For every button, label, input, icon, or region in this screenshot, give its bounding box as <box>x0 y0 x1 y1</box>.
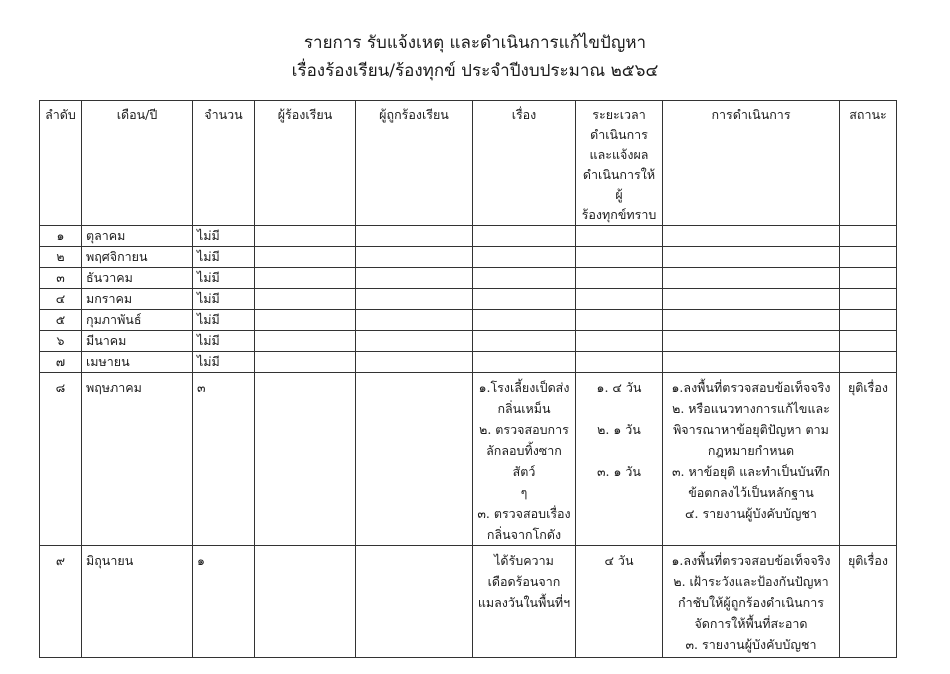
row-count: ๓ <box>193 373 255 546</box>
duration-line: ๑. ๔ วัน <box>596 380 642 395</box>
row-subject <box>473 247 576 268</box>
row-month: มีนาคม <box>82 331 193 352</box>
table-row <box>40 268 897 289</box>
duration-line: ๒. ๑ วัน <box>597 422 641 437</box>
row-status <box>840 268 897 289</box>
duration-line: ๓. ๑ วัน <box>597 464 641 479</box>
row-subject <box>473 373 576 546</box>
row-action <box>663 247 840 268</box>
row-action <box>663 226 840 247</box>
row-count: ไม่มี <box>193 310 255 331</box>
row-status <box>840 310 897 331</box>
table-row <box>40 352 897 373</box>
row-no: ๒ <box>40 247 82 268</box>
row-complainant <box>255 310 356 331</box>
document-title-line1: รายการ รับแจ้งเหตุ และดำเนินการแก้ไขปัญหา <box>303 33 647 53</box>
row-duration <box>576 352 663 373</box>
row-duration <box>576 247 663 268</box>
row-subject <box>473 546 576 658</box>
row-complainant <box>255 289 356 310</box>
subject-line: ๆ <box>520 485 528 500</box>
row-action <box>663 310 840 331</box>
row-respondent <box>356 310 473 331</box>
duration-line <box>580 440 658 461</box>
row-respondent <box>356 268 473 289</box>
row-status <box>840 289 897 310</box>
row-subject <box>473 310 576 331</box>
row-month: กุมภาพันธ์ <box>82 310 193 331</box>
header-row <box>40 101 897 226</box>
header-count: จำนวน <box>193 101 255 226</box>
header-duration <box>576 101 663 226</box>
header-no: ลำดับ <box>40 101 82 226</box>
row-status <box>840 352 897 373</box>
subject-line: ลักลอบทิ้งซากสัตว์ <box>486 443 562 479</box>
row-month: ธันวาคม <box>82 268 193 289</box>
row-complainant <box>255 546 356 658</box>
row-subject <box>473 289 576 310</box>
header-duration-line: ดำเนินการให้ผู้ <box>582 167 656 202</box>
row-respondent <box>356 546 473 658</box>
action-line: ๑.ลงพื้นที่ตรวจสอบข้อเท็จจริง <box>671 553 831 568</box>
action-line: ข้อตกลงไว้เป็นหลักฐาน <box>688 485 814 500</box>
row-count: ไม่มี <box>193 268 255 289</box>
complaint-table <box>39 100 897 658</box>
header-status: สถานะ <box>840 101 897 226</box>
subject-line: ๑.โรงเลี้ยงเป็ดส่ง <box>478 380 570 395</box>
subject-line: แมลงวันในพื้นที่ฯ <box>477 595 571 610</box>
row-subject <box>473 226 576 247</box>
header-duration-line: ร้องทุกข์ทราบ <box>581 207 657 222</box>
action-line: จัดการให้พื้นที่สะอาด <box>694 616 808 631</box>
row-subject <box>473 352 576 373</box>
row-complainant <box>255 268 356 289</box>
subject-line: ๒. ตรวจสอบการ <box>479 422 569 437</box>
header-action: การดำเนินการ <box>663 101 840 226</box>
row-respondent <box>356 331 473 352</box>
row-count: ไม่มี <box>193 331 255 352</box>
row-duration <box>576 331 663 352</box>
subject-line: กลิ่นเหม็น <box>497 401 551 416</box>
row-respondent <box>356 289 473 310</box>
table-row <box>40 247 897 268</box>
row-no: ๘ <box>40 373 82 546</box>
row-duration <box>576 373 663 546</box>
row-count: ไม่มี <box>193 247 255 268</box>
row-count: ไม่มี <box>193 289 255 310</box>
header-duration-line: ดำเนินการ <box>590 127 648 142</box>
row-complainant <box>255 352 356 373</box>
row-no: ๑ <box>40 226 82 247</box>
table-row <box>40 226 897 247</box>
action-line: พิจารณาหาข้อยุติปัญหา ตาม <box>673 422 829 437</box>
table-row <box>40 546 897 658</box>
row-month: พฤศจิกายน <box>82 247 193 268</box>
row-duration <box>576 546 663 658</box>
row-no: ๔ <box>40 289 82 310</box>
row-month: พฤษภาคม <box>82 373 193 546</box>
row-no: ๗ <box>40 352 82 373</box>
row-no: ๙ <box>40 546 82 658</box>
header-month: เดือน/ปี <box>82 101 193 226</box>
row-count: ไม่มี <box>193 226 255 247</box>
row-action <box>663 331 840 352</box>
duration-line: ๔ วัน <box>604 553 634 568</box>
row-duration <box>576 289 663 310</box>
row-month: ตุลาคม <box>82 226 193 247</box>
row-status <box>840 247 897 268</box>
row-respondent <box>356 226 473 247</box>
row-complainant <box>255 247 356 268</box>
row-complainant <box>255 373 356 546</box>
document-title-line2: เรื่องร้องเรียน/ร้องทุกข์ ประจำปีงบประมาณ ๒๕๖๔ <box>291 61 659 81</box>
row-respondent <box>356 247 473 268</box>
row-no: ๓ <box>40 268 82 289</box>
row-status <box>840 331 897 352</box>
table-row <box>40 310 897 331</box>
action-line: ๒. เฝ้าระวังและป้องกันปัญหา <box>673 574 829 589</box>
row-duration <box>576 310 663 331</box>
action-line: ๓. หาข้อยุติ และทำเป็นบันทึก <box>672 464 830 479</box>
row-no: ๕ <box>40 310 82 331</box>
header-duration-line: ระยะเวลา <box>592 107 646 122</box>
row-action <box>663 373 840 546</box>
duration-line <box>580 398 658 419</box>
row-month: มิถุนายน <box>82 546 193 658</box>
subject-line: กลิ่นจากโกดัง <box>486 527 562 542</box>
row-no: ๖ <box>40 331 82 352</box>
row-duration <box>576 268 663 289</box>
action-line: ๑.ลงพื้นที่ตรวจสอบข้อเท็จจริง <box>671 380 831 395</box>
row-action <box>663 546 840 658</box>
action-line: กำชับให้ผู้ถูกร้องดำเนินการ <box>678 595 824 610</box>
row-status <box>840 226 897 247</box>
row-respondent <box>356 352 473 373</box>
row-count: ไม่มี <box>193 352 255 373</box>
row-month: มกราคม <box>82 289 193 310</box>
action-line: ๓. รายงานผู้บังคับบัญชา <box>685 637 817 652</box>
action-line: ๔. รายงานผู้บังคับบัญชา <box>685 506 817 521</box>
header-duration-line: และแจ้งผล <box>589 147 649 162</box>
row-action <box>663 268 840 289</box>
row-action <box>663 352 840 373</box>
row-subject <box>473 331 576 352</box>
row-status: ยุติเรื่อง <box>840 373 897 546</box>
row-month: เมษายน <box>82 352 193 373</box>
table-row <box>40 289 897 310</box>
row-action <box>663 289 840 310</box>
row-respondent <box>356 373 473 546</box>
row-status: ยุติเรื่อง <box>840 546 897 658</box>
row-complainant <box>255 331 356 352</box>
header-respondent: ผู้ถูกร้องเรียน <box>356 101 473 226</box>
subject-line: ๓. ตรวจสอบเรื่อง <box>477 506 571 521</box>
table-row <box>40 373 897 546</box>
action-line: กฎหมายกำหนด <box>707 443 795 458</box>
row-duration <box>576 226 663 247</box>
row-complainant <box>255 226 356 247</box>
header-complainant: ผู้ร้องเรียน <box>255 101 356 226</box>
row-subject <box>473 268 576 289</box>
header-subject: เรื่อง <box>473 101 576 226</box>
action-line: ๒. หรือแนวทางการแก้ไขและ <box>672 401 830 416</box>
subject-line: ได้รับความ <box>494 553 554 568</box>
row-count: ๑ <box>193 546 255 658</box>
subject-line: เดือดร้อนจาก <box>487 574 561 589</box>
table-row <box>40 331 897 352</box>
